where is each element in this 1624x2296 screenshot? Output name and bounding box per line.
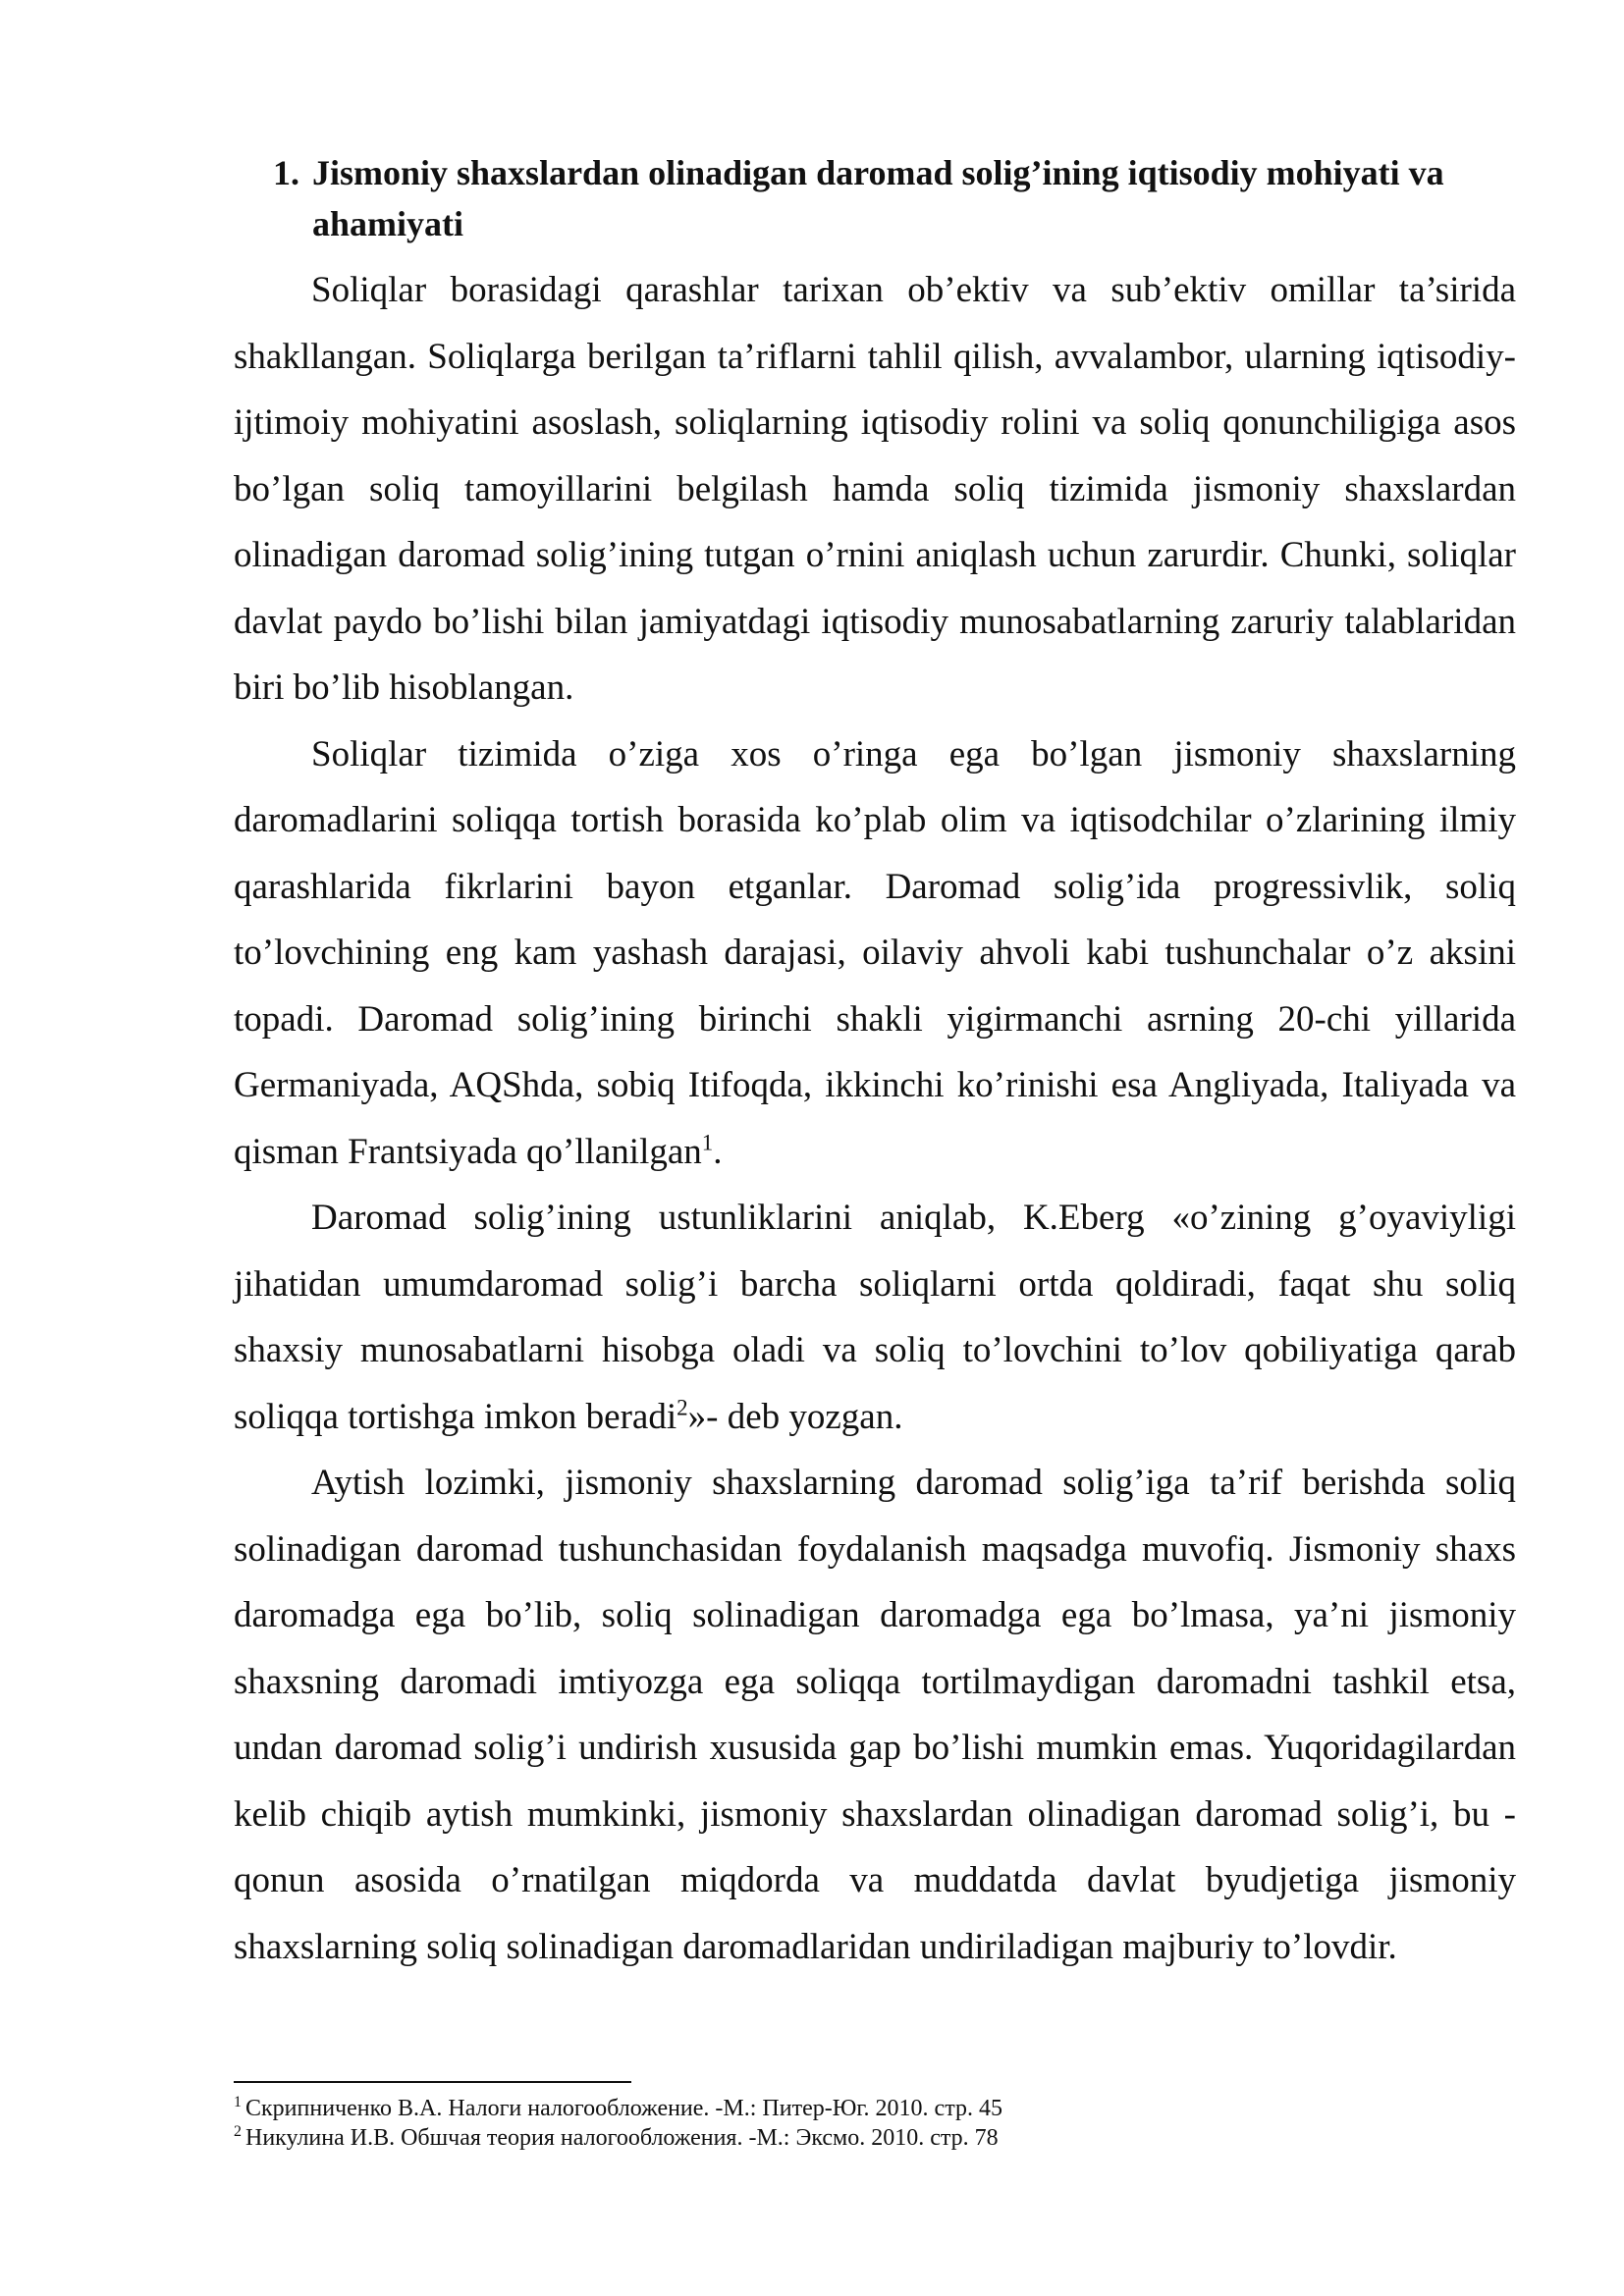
paragraph-text: Aytish lozimki, jismoniy shaxslarning daromad solig’iga ta’rif berishda soliq solinadigan daromad tushunchasidan foydalanish maqsadga muvofiq. Jismoniy shaxs daromadga ega bo’lib, soliq solinadigan daromadga ega bo’lmasa, ya’ni jismoniy shaxsning daromadi imtiyozga ega soliqqa tortilmaydigan daromadni tashkil etsa, undan daromad solig’i undirish xususida gap bo’lishi mumkin emas. Yuqoridagilardan kelib chiqib aytish mumkinki, jismoniy shaxslardan olinadigan daromad solig’i, bu - qonun asosida o’rnatilgan miqdorda va muddatda davlat byudjetiga jismoniy shaxslarning soliq solinadigan daromadlaridan undiriladigan majburiy to’lovdir. (234, 1463, 1516, 1967)
footnotes (234, 2094, 1516, 2153)
paragraph-3 (234, 1185, 1516, 1450)
paragraph-text: Soliqlar borasidagi qarashlar tarixan ob’ektiv va sub’ektiv omillar ta’sirida shakllangan. Soliqlarga berilgan ta’riflarni tahlil qilish, avvalambor, ularning iqtisodiy-ijtimoiy mohiyatini asoslash, soliqlarning iqtisodiy rolini va soliq qonunchiligiga asos bo’lgan soliq tamoyillarini belgilash hamda soliq tizimida jismoniy shaxslardan olinadigan daromad solig’ining tutgan o’rnini aniqlash uchun zarurdir. Chunki, soliqlar davlat paydo bo’lishi bilan jamiyatdagi iqtisodiy munosabatlarning zaruriy talablaridan biri bo’lib hisoblangan. (234, 270, 1516, 708)
footnote-text: Скрипниченко В.А. Налоги налогообложение. -М.: Питер-Юг. 2010. стр. 45 (245, 2096, 1002, 2121)
footnote-1 (234, 2094, 1516, 2123)
document-body (234, 147, 1516, 1980)
paragraph-text-tail: »- deb yozgan. (687, 1396, 903, 1437)
footnote-2 (234, 2123, 1516, 2153)
footnote-reference-1[interactable]: 1 (701, 1130, 714, 1155)
footnote-number: 1 (234, 2094, 242, 2110)
footnote-text: Никулина И.В. Обшчая теория налогообложения. -М.: Эксмо. 2010. стр. 78 (245, 2125, 999, 2151)
paragraph-4 (234, 1450, 1516, 1980)
footnote-number: 2 (234, 2123, 242, 2140)
section-title: Jismoniy shaxslardan olinadigan daromad solig’ining iqtisodiy mohiyati va ahamiyati (312, 153, 1444, 243)
paragraph-text: Daromad solig’ining ustunliklarini aniqlab, K.Eberg «o’zining g’oyaviyligi jihatidan umumdaromad solig’i barcha soliqlarni ortda qoldiradi, faqat shu soliq shaxsiy munosabatlarni hisobga oladi va soliq to’lovchini to’lov qobiliyatiga qarab soliqqa tortishga imkon beradi (234, 1198, 1516, 1437)
section-number: 1. (273, 153, 299, 192)
paragraph-2 (234, 721, 1516, 1186)
paragraph-text: Soliqlar tizimida o’ziga xos o’ringa ega bo’lgan jismoniy shaxslarning daromadlarini soliqqa tortish borasida ko’plab olim va iqtisodchilar o’zlarining ilmiy qarashlarida fikrlarini bayon etganlar. Daromad solig’ida progressivlik, soliq to’lovchining eng kam yashash darajasi, oilaviy ahvoli kabi tushunchalar o’z aksini topadi. Daromad solig’ining birinchi shakli yigirmanchi asrning 20-chi yillarida Germaniyada, AQShda, sobiq Itifoqda, ikkinchi ko’rinishi esa Angliyada, Italiyada va qisman Frantsiyada qo’llanilgan (234, 733, 1516, 1172)
footnote-reference-2[interactable]: 2 (677, 1395, 688, 1420)
footnote-separator (234, 2081, 631, 2083)
paragraph-1 (234, 257, 1516, 721)
section-heading (234, 147, 1516, 249)
paragraph-text-tail: . (713, 1131, 723, 1172)
